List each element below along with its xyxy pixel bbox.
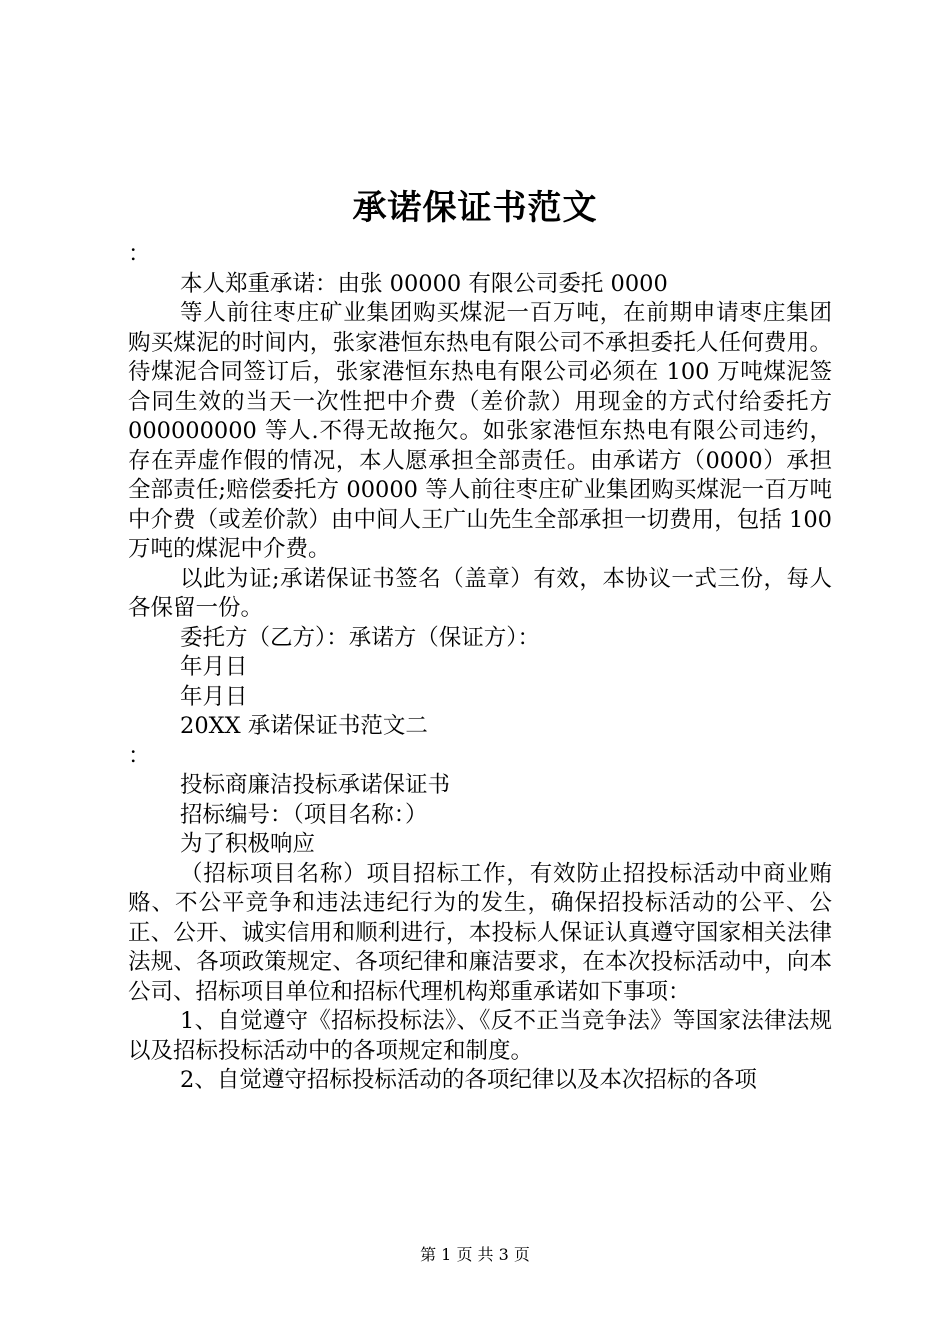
paragraph: 年月日 <box>180 654 248 680</box>
document-title: 承诺保证书范文 <box>352 188 598 228</box>
document-body <box>128 240 832 1096</box>
paragraph: 委托方（乙方）：承诺方（保证方）： <box>180 624 541 651</box>
paragraph: 以此为证;承诺保证书签名（盖章）有效，本协议一式三份，每人各保留一份。 <box>128 565 832 621</box>
paragraph: 为了积极响应 <box>180 831 316 857</box>
paragraph: 2、自觉遵守招标投标活动的各项纪律以及本次招标的各项 <box>180 1067 757 1093</box>
paragraph: （招标项目名称）项目招标工作，有效防止招投标活动中商业贿赂、不公平竞争和违法违纪行为的发生，确保招投标活动的公平、公正、公开、诚实信用和顺利进行，本投标人保证认真遵守国家相关法律法规、各项政策规定、各项纪律和廉洁要求，在本次投标活动中，向本公司、招标项目单位和招标代理机构郑重承诺如下事项： <box>128 860 832 1005</box>
paragraph: 本人郑重承诺：由张 00000 有限公司委托 0000 <box>180 270 668 297</box>
paragraph: 1、自觉遵守《招标投标法》、《反不正当竞争法》等国家法律法规以及招标投标活动中的各项规定和制度。 <box>128 1008 832 1064</box>
page-number-footer: 第 1 页 共 3 页 <box>420 1245 530 1264</box>
paragraph: 20XX 承诺保证书范文二 <box>180 713 428 739</box>
paragraph: 招标编号：（项目名称：） <box>180 801 428 828</box>
paragraph: 投标商廉洁投标承诺保证书 <box>180 772 451 798</box>
paragraph: 等人前往枣庄矿业集团购买煤泥一百万吨，在前期申请枣庄集团购买煤泥的时间内，张家港恒东热电有限公司不承担委托人任何费用。待煤泥合同签订后，张家港恒东热电有限公司必须在 100 万吨煤泥签合同生效的当天一次性把中介费（差价款）用现金的方式付给委托方 000000000 等人.不得无故拖欠。如张家港恒东热电有限公司违约，存在弄虚作假的情况，本人愿承担全部责任。由承诺方（0000）承担全部责任;赔偿委托方 00000 等人前往枣庄矿业集团购买煤泥一百万吨中介费（或差价款）由中间人王广山先生全部承担一切费用，包括 100 万吨的煤泥中介费。 <box>128 300 832 562</box>
paragraph: ： <box>128 742 151 769</box>
paragraph: 年月日 <box>180 683 248 710</box>
paragraph: ： <box>128 241 151 267</box>
